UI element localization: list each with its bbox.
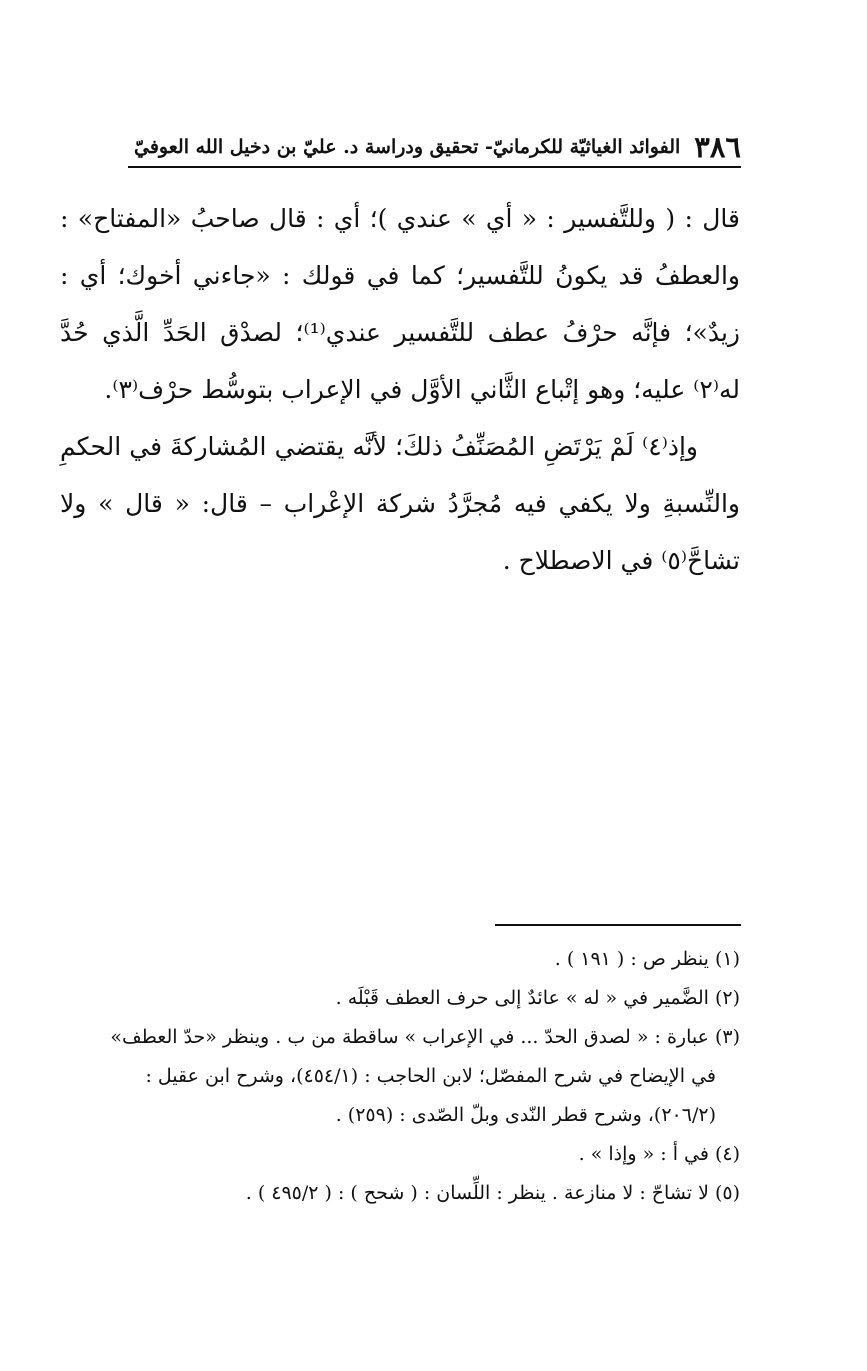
footnote <box>60 979 740 1018</box>
page-header <box>128 130 741 164</box>
footnote-continuation: (٢٠٦/٢)، وشرح قطر النّدى وبلّ الصّدى : (٢٥٩) . <box>335 1104 716 1126</box>
footnote <box>60 940 740 979</box>
main-text <box>60 190 740 589</box>
page-number: ٣٨٦ <box>694 130 741 164</box>
footnote-number: (٤) <box>714 1143 740 1165</box>
footnote <box>60 1018 740 1057</box>
footnote-text: لا تشاحّ : لا منازعة . ينظر : اللِّسان : ( شحح ) : ( ٤٩٥/٢ ) . <box>245 1182 709 1204</box>
footnote <box>60 1135 740 1174</box>
footnote-number: (١) <box>714 948 740 970</box>
footnote-rule <box>495 924 741 926</box>
footnote <box>60 1174 740 1213</box>
footnote-text: الضَّمير في « له » عائدٌ إلى حرف العطف قَبْلَه . <box>335 987 709 1009</box>
header-rule <box>128 166 741 168</box>
paragraph: وإذ⁽٤⁾ لَمْ يَرْتَضِ المُصَنِّفُ ذلكَ؛ لأنَّه يقتضي المُشاركةَ في الحكمِ والنِّسبةِ ولا يكفي فيه مُجرَّدُ شركة الإعْراب – قال: « قال » ولا تشاحَّ⁽٥⁾ في الاصطلاح . <box>60 432 740 575</box>
paragraph: قال : ( وللتَّفسير : « أي » عندي )؛ أي : قال صاحبُ «المفتاح» : والعطفُ قد يكونُ للتَّفسير؛ كما في قولك : «جاءني أخوك؛ أي : زيدٌ»؛ فإنَّه حرْفُ عطف للتَّفسير عندي⁽¹⁾؛ لصدْق الحَدِّ الَّذي حُدَّ له⁽٢⁾ عليه؛ وهو إتْباع الثَّاني الأوَّل في الإعراب بتوسُّط حرْف⁽٣⁾. <box>60 204 741 404</box>
footnote-continuation: في الإيضاح في شرح المفصّل؛ لابن الحاجب : (٤٥٤/١)، وشرح ابن عقيل : <box>145 1065 716 1087</box>
footnote-number: (٥) <box>714 1182 740 1204</box>
footnote-text: في أ : « وإذا » . <box>578 1143 709 1165</box>
footnote-number: (٢) <box>714 987 740 1009</box>
footnote-text: عبارة : « لصدق الحدّ ... في الإعراب » ساقطة من ب . وينظر «حدّ العطف» <box>110 1026 709 1048</box>
running-title: الفوائد الغياثيّة للكرمانيّ- تحقيق ودراسة د. عليّ بن دخيل الله العوفيّ <box>134 136 681 158</box>
footnote-number: (٣) <box>714 1026 740 1048</box>
footnotes <box>60 940 740 1213</box>
footnote-text: ينظر ص : ( ١٩١ ) . <box>554 948 709 970</box>
